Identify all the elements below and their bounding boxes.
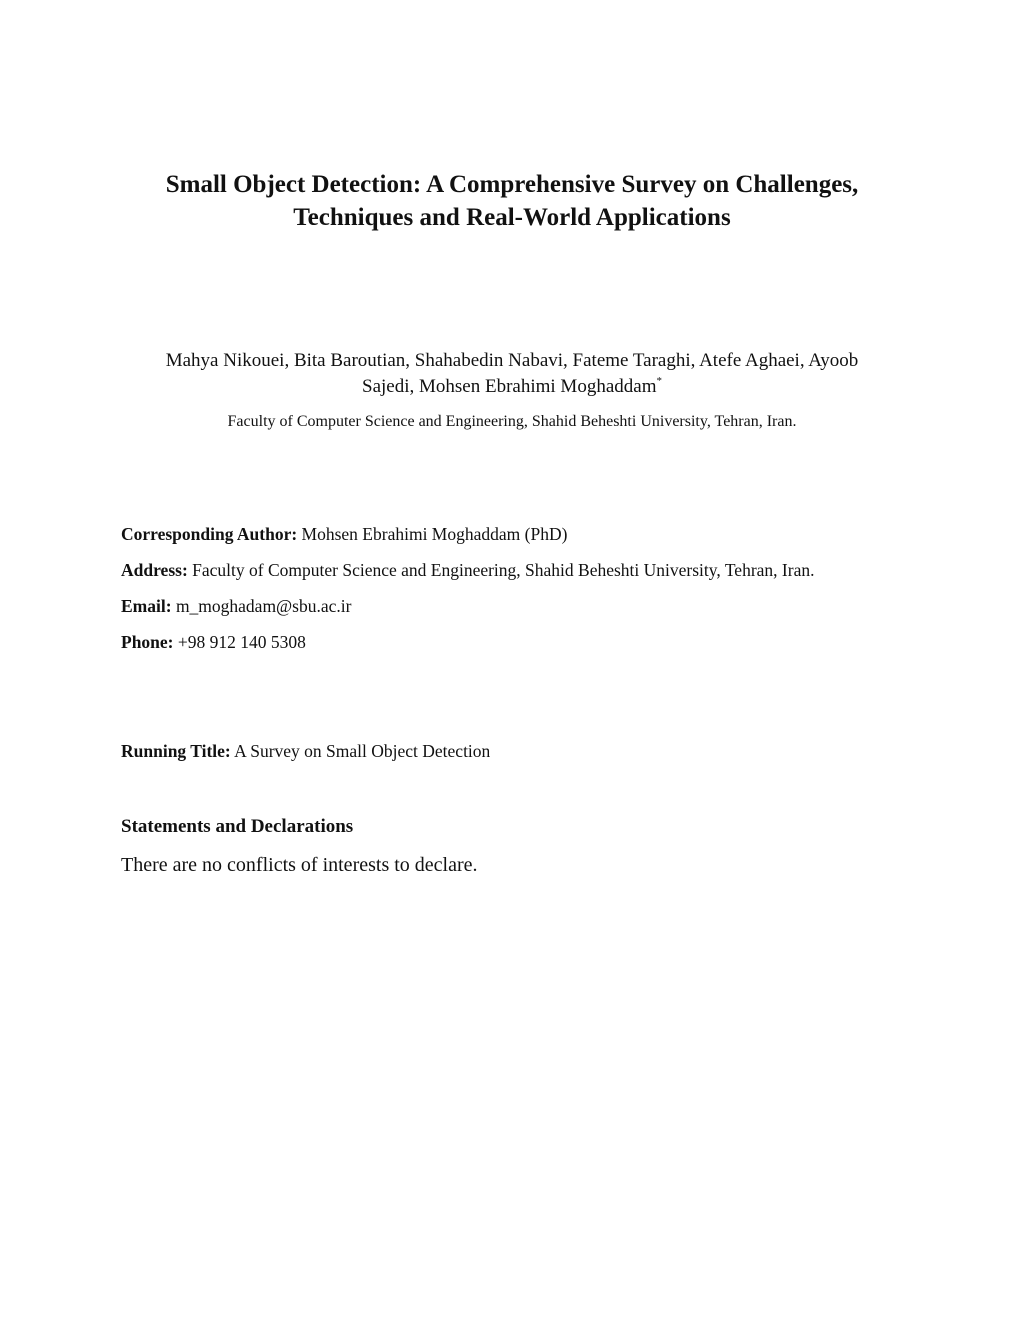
address-value: Faculty of Computer Science and Engineering, Shahid Beheshti University, Tehran, Iran. (187, 560, 815, 580)
statements-heading: Statements and Declarations (121, 816, 354, 837)
phone-label: Phone: (121, 632, 174, 652)
paper-title (100, 168, 924, 234)
affiliation: Faculty of Computer Science and Engineering, Shahid Beheshti University, Tehran, Iran. (227, 413, 797, 430)
email-label: Email: (121, 596, 172, 616)
running-title-value: A Survey on Small Object Detection (230, 741, 491, 761)
phone-field (121, 630, 921, 654)
statements-body: There are no conflicts of interests to declare. (121, 854, 478, 876)
corresponding-author-mark: * (656, 375, 662, 387)
email-value: m_moghadam@sbu.ac.ir (171, 596, 352, 616)
phone-value: +98 912 140 5308 (173, 632, 306, 652)
author-list (120, 348, 904, 400)
authors-line-1: Mahya Nikouei, Bita Baroutian, Shahabedin Nabavi, Fateme Taraghi, Atefe Aghaei, Ayoob (165, 350, 859, 371)
corresponding-author-label: Corresponding Author: (121, 524, 298, 544)
address-label: Address: (121, 560, 188, 580)
authors-line-2 (120, 374, 904, 400)
email-field (121, 594, 921, 618)
title-line-2: Techniques and Real-World Applications (293, 204, 731, 231)
running-title-label: Running Title: (121, 741, 231, 761)
running-title-field (121, 739, 921, 763)
corresponding-author-value: Mohsen Ebrahimi Moghaddam (PhD) (297, 524, 568, 544)
corresponding-author-field (121, 522, 921, 546)
authors-line-2-text: Sajedi, Mohsen Ebrahimi Moghaddam (362, 376, 657, 397)
address-field (121, 558, 921, 582)
title-line-1: Small Object Detection: A Comprehensive Survey on Challenges, (165, 171, 859, 198)
